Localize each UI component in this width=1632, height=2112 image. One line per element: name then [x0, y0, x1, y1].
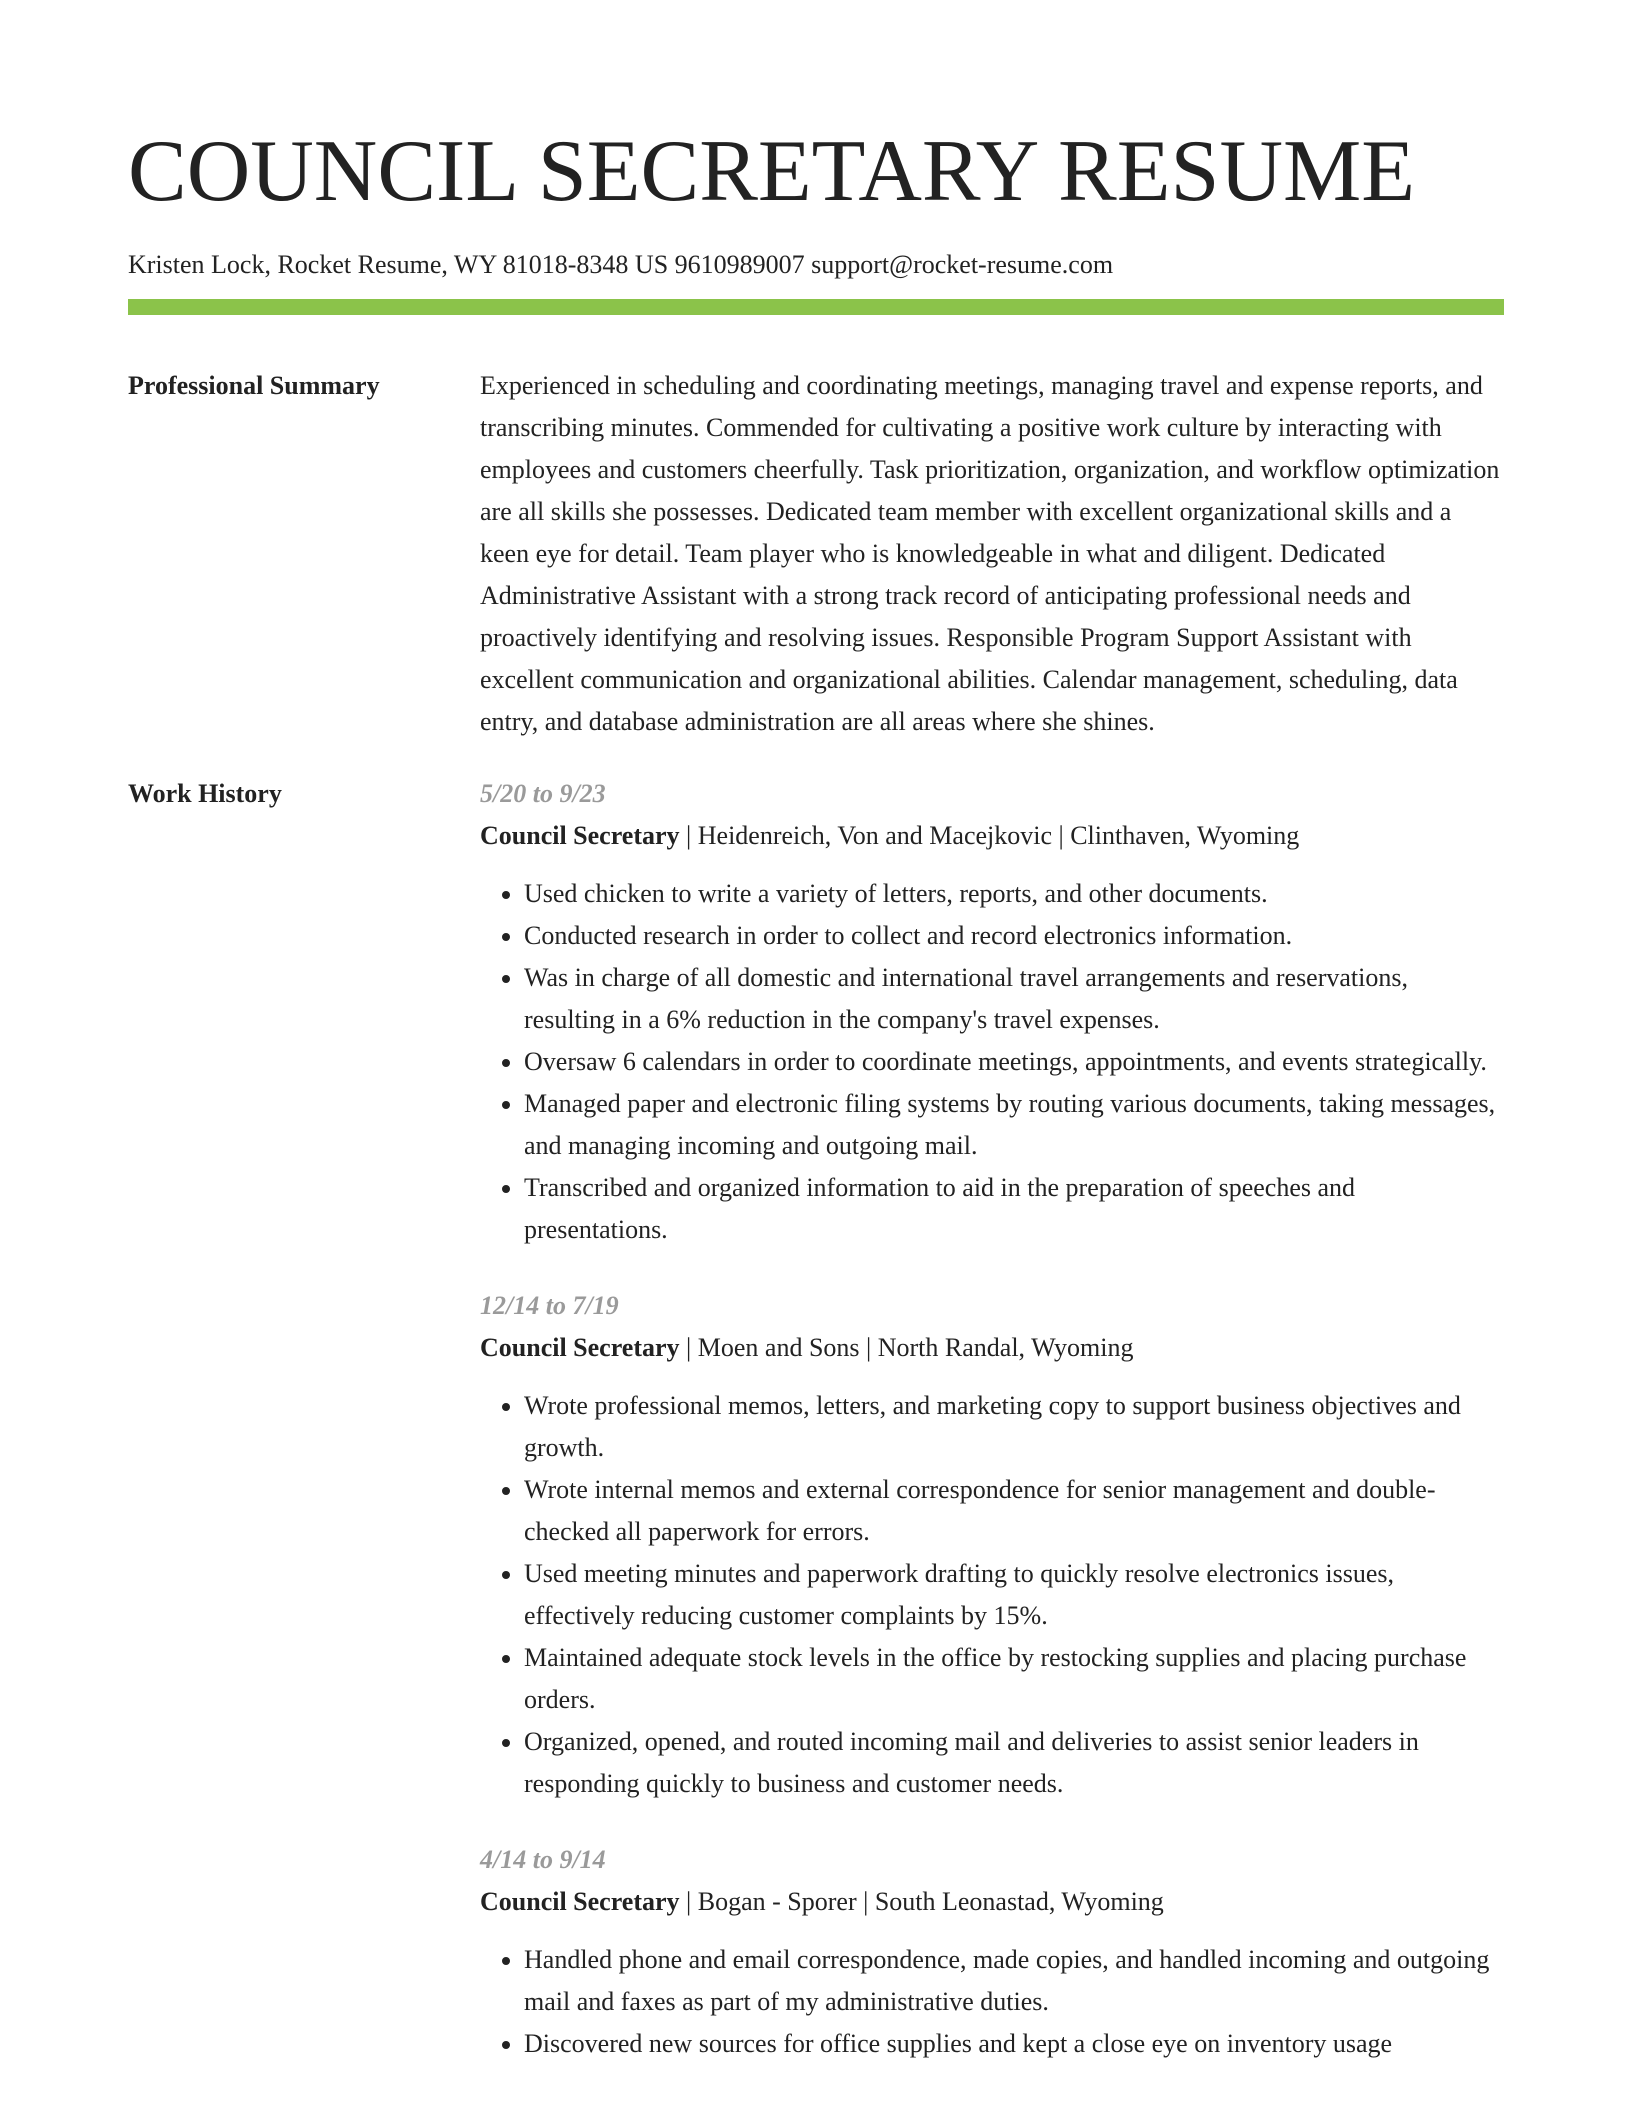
job-bullet: • Used meeting minutes and paperwork drafting to quickly resolve electronics issues, effectively reducing customer complaints by 15%. [524, 1553, 1504, 1637]
work-history-body [480, 773, 1504, 2099]
job-title-line [480, 1881, 1504, 1923]
job-bullet: • Transcribed and organized information to aid in the preparation of speeches and presentations. [524, 1167, 1504, 1251]
resume-title: COUNCIL SECRETARY RESUME [128, 123, 1415, 220]
job-bullet: • Used chicken to write a variety of letters, reports, and other documents. [524, 873, 1504, 915]
job-bullet: • Oversaw 6 calendars in order to coordinate meetings, appointments, and events strategically. [524, 1041, 1504, 1083]
summary-text: Experienced in scheduling and coordinating meetings, managing travel and expense reports, and transcribing minutes. Commended for cultivating a positive work culture by interacting with employees and customers cheerfully. Task prioritization, organization, and workflow optimization are all skills she possesses. Dedicated team member with excellent organizational skills and a keen eye for detail. Team player who is knowledgeable in what and diligent. Dedicated Administrative Assistant with a strong track record of anticipating professional needs and proactively identifying and resolving issues. Responsible Program Support Assistant with excellent communication and organizational abilities. Calendar management, scheduling, data entry, and database administration are all areas where she shines. [480, 371, 1500, 736]
job-dates: 5/20 to 9/23 [480, 779, 606, 808]
job-dates: 4/14 to 9/14 [480, 1845, 606, 1874]
job-title: Council Secretary [480, 1887, 680, 1916]
job-company-location: | Heidenreich, Von and Macejkovic | Clinthaven, Wyoming [679, 821, 1300, 850]
job-company-location: | Moen and Sons | North Randal, Wyoming [679, 1333, 1134, 1362]
job-bullet: • Organized, opened, and routed incoming mail and deliveries to assist senior leaders in responding quickly to business and customer needs. [524, 1721, 1504, 1805]
job-bullet: • Managed paper and electronic filing systems by routing various documents, taking messages, and managing incoming and outgoing mail. [524, 1083, 1504, 1167]
job-bullet-list [480, 873, 1504, 1251]
job-bullet: • Wrote internal memos and external correspondence for senior management and double-checked all paperwork for errors. [524, 1469, 1504, 1553]
accent-divider [128, 299, 1504, 315]
job-bullet: • Discovered new sources for office supplies and kept a close eye on inventory usage [524, 2023, 1504, 2065]
section-label-summary: Professional Summary [128, 371, 380, 400]
job-bullet-list [480, 1385, 1504, 1805]
job-dates: 12/14 to 7/19 [480, 1291, 619, 1320]
contact-line: Kristen Lock, Rocket Resume, WY 81018-8348 US 9610989007 support@rocket-resume.com [128, 250, 1114, 279]
job-title-line [480, 815, 1504, 857]
job-bullet: • Conducted research in order to collect and record electronics information. [524, 915, 1504, 957]
job-entry [480, 773, 1504, 1251]
job-bullet: • Was in charge of all domestic and international travel arrangements and reservations, resulting in a 6% reduction in the company's travel expenses. [524, 957, 1504, 1041]
section-label-work-history: Work History [128, 779, 282, 808]
job-title-line [480, 1327, 1504, 1369]
job-title: Council Secretary [480, 821, 680, 850]
job-bullet: • Wrote professional memos, letters, and marketing copy to support business objectives and growth. [524, 1385, 1504, 1469]
work-history-section [128, 773, 1504, 2099]
job-entry [480, 1285, 1504, 1805]
job-entry [480, 1839, 1504, 2065]
job-bullet: • Handled phone and email correspondence, made copies, and handled incoming and outgoing mail and faxes as part of my administrative duties. [524, 1939, 1504, 2023]
job-bullet-list [480, 1939, 1504, 2065]
job-title: Council Secretary [480, 1333, 680, 1362]
job-company-location: | Bogan - Sporer | South Leonastad, Wyoming [679, 1887, 1164, 1916]
professional-summary-section [128, 365, 1504, 743]
job-bullet: • Maintained adequate stock levels in the office by restocking supplies and placing purchase orders. [524, 1637, 1504, 1721]
summary-body [480, 365, 1504, 743]
